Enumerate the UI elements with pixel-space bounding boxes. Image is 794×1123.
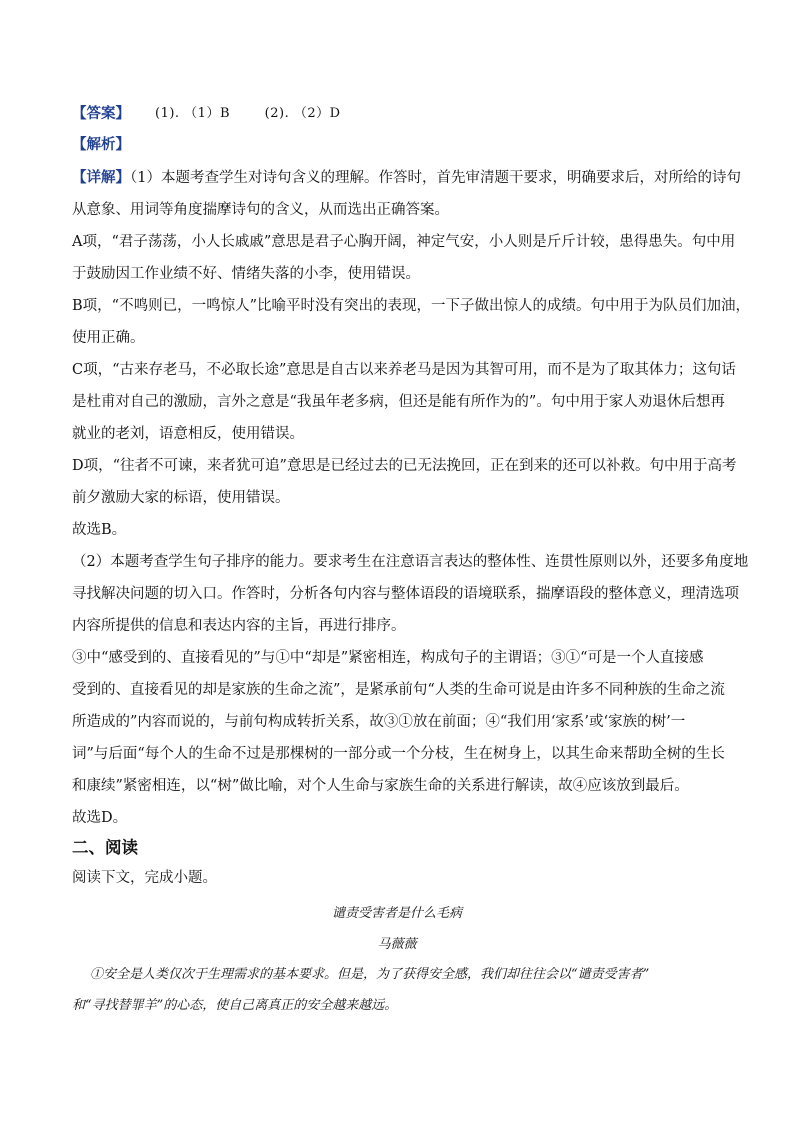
answer-item-1: (1). （1）B <box>155 106 231 121</box>
detail-line-1: 【详解】（1）本题考查学生对诗句含义的理解。作答时，首先审清题干要求，明确要求后，对所给的诗句 <box>72 169 741 186</box>
detail-line-6: 使用正确。 <box>72 330 145 346</box>
analysis-heading: 【解析】 <box>72 136 130 153</box>
detail-line-18: 所造成的”内容而说的，与前句构成转折关系，故③①放在前面；④“我们用‘家系’或‘家族的树’一 <box>72 714 686 730</box>
detail-line-12: 故选B。 <box>72 522 127 538</box>
article-paragraph-line-1: ①安全是人类仅次于生理需求的基本要求。但是，为了获得安全感，我们却往往会以“谴责受害者” <box>90 967 650 982</box>
detail-line-19: 词”与后面“每个人的生命不过是那棵树的一部分或一个分枝，生在树身上，以其生命来帮助全树的生长 <box>72 746 725 762</box>
article-title: 谴责受害者是什么毛病 <box>331 906 462 921</box>
answer-item-2: (2). （2）D <box>264 106 341 121</box>
detail-line-20: 和康续”紧密相连，以“树”做比喻，对个人生命与家族生命的关系进行解读，故④应该放到最后。 <box>72 778 689 794</box>
detail-line-17: 受到的、直接看见的却是家族的生命之流”，是紧承前句“人类的生命可说是由许多不同种族的生命之流 <box>72 682 725 698</box>
detail-line-2: 从意象、用词等角度揣摩诗句的含义，从而选出正确答案。 <box>72 202 449 218</box>
article-author: 马薇薇 <box>377 937 417 952</box>
detail-line-5: B项，“不鸣则已，一鸣惊人”比喻平时没有突出的表现，一下子做出惊人的成绩。句中用于为队员们加油， <box>72 298 750 314</box>
detail-line-9: 就业的老刘，语意相反，使用错误。 <box>72 426 304 442</box>
section-instruction: 阅读下文，完成小题。 <box>72 870 217 886</box>
detail-line-3: A项，“君子荡荡，小人长戚戚”意思是君子心胸开阔，神定气安，小人则是斤斤计较，患得患失。句中用 <box>72 234 736 250</box>
detail-line-21: 故选D。 <box>72 810 128 826</box>
detail-line-4: 于鼓励因工作业绩不好、情绪失落的小李，使用错误。 <box>72 266 420 282</box>
answer-values <box>155 102 371 121</box>
detail-line-15: 内容所提供的信息和表达内容的主旨，再进行排序。 <box>72 618 406 634</box>
detail-line-8: 是杜甫对自己的激励，言外之意是“我虽年老多病，但还是能有所作为的”。句中用于家人劝退休后想再 <box>72 394 725 410</box>
detail-line-14: 寻找解决问题的切入口。作答时，分析各句内容与整体语段的语境联系，揣摩语段的整体意义，理清选项 <box>72 586 739 602</box>
detail-line-11: 前夕激励大家的标语，使用错误。 <box>72 490 290 506</box>
detail-line-16: ③中“感受到的、直接看见的”与①中“却是”紧密相连，构成句子的主谓语；③①“可是一个人直接感 <box>72 650 704 666</box>
answer-heading: 【答案】 <box>72 105 130 122</box>
section-heading: 二、阅读 <box>72 838 138 857</box>
detail-line-7: C项，“古来存老马，不必取长途”意思是自古以来养老马是因为其智可用，而不是为了取其体力；这句话 <box>72 362 736 378</box>
detail-line-10: D项，“往者不可谏，来者犹可追”意思是已经过去的已无法挽回，正在到来的还可以补救。句中用于高考 <box>72 458 737 474</box>
article-paragraph-line-2: 和“寻找替罪羊”的心态，使自己离真正的安全越来越远。 <box>72 998 398 1013</box>
detail-line-13: （2）本题考查学生句子排序的能力。要求考生在注意语言表达的整体性、连贯性原则以外，还要多角度地 <box>72 554 749 570</box>
